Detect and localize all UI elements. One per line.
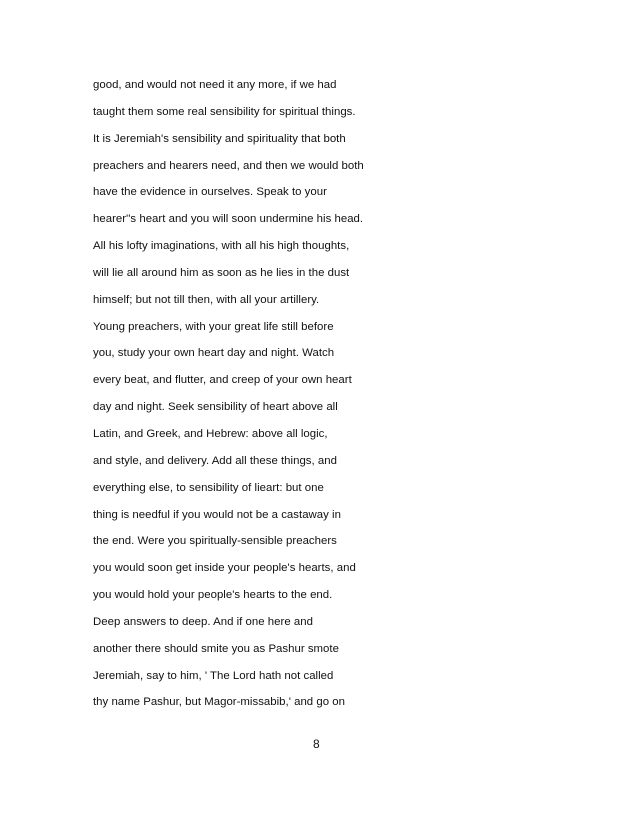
text-line: and style, and delivery. Add all these things, and [93, 454, 337, 467]
text-line: Deep answers to deep. And if one here and [93, 615, 313, 628]
text-line: Young preachers, with your great life still before [93, 320, 334, 333]
text-line: another there should smite you as Pashur smote [93, 642, 339, 655]
text-line: taught them some real sensibility for spiritual things. [93, 105, 356, 118]
text-line: thy name Pashur, but Magor-missabib,' and go on [93, 696, 345, 709]
text-line: you would hold your people's hearts to the end. [93, 589, 333, 602]
text-line: day and night. Seek sensibility of heart above all [93, 401, 338, 414]
text-line: good, and would not need it any more, if we had [93, 79, 337, 91]
text-line: every beat, and flutter, and creep of your own heart [93, 374, 352, 387]
text-line: have the evidence in ourselves. Speak to your [93, 186, 327, 199]
body-text [93, 72, 563, 716]
text-line: It is Jeremiah's sensibility and spirituality that both [93, 132, 346, 145]
text-line: you, study your own heart day and night. Watch [93, 347, 335, 360]
text-line: you would soon get inside your people's hearts, and [93, 562, 356, 575]
text-line: will lie all around him as soon as he lies in the dust [93, 266, 350, 279]
text-line: Latin, and Greek, and Hebrew: above all logic, [93, 427, 328, 440]
text-line: hearer''s heart and you will soon undermine his head. [93, 213, 364, 226]
text-line: everything else, to sensibility of lieart: but one [93, 481, 324, 494]
text-line: thing is needful if you would not be a castaway in [93, 508, 341, 521]
text-line: preachers and hearers need, and then we would both [93, 159, 364, 172]
text-line: Jeremiah, say to him, ' The Lord hath not called [93, 669, 334, 682]
page-number: 8 [313, 737, 320, 751]
text-line: himself; but not till then, with all your artillery. [93, 293, 320, 306]
text-line: All his lofty imaginations, with all his high thoughts, [93, 240, 350, 253]
text-line: the end. Were you spiritually-sensible preachers [93, 535, 337, 548]
